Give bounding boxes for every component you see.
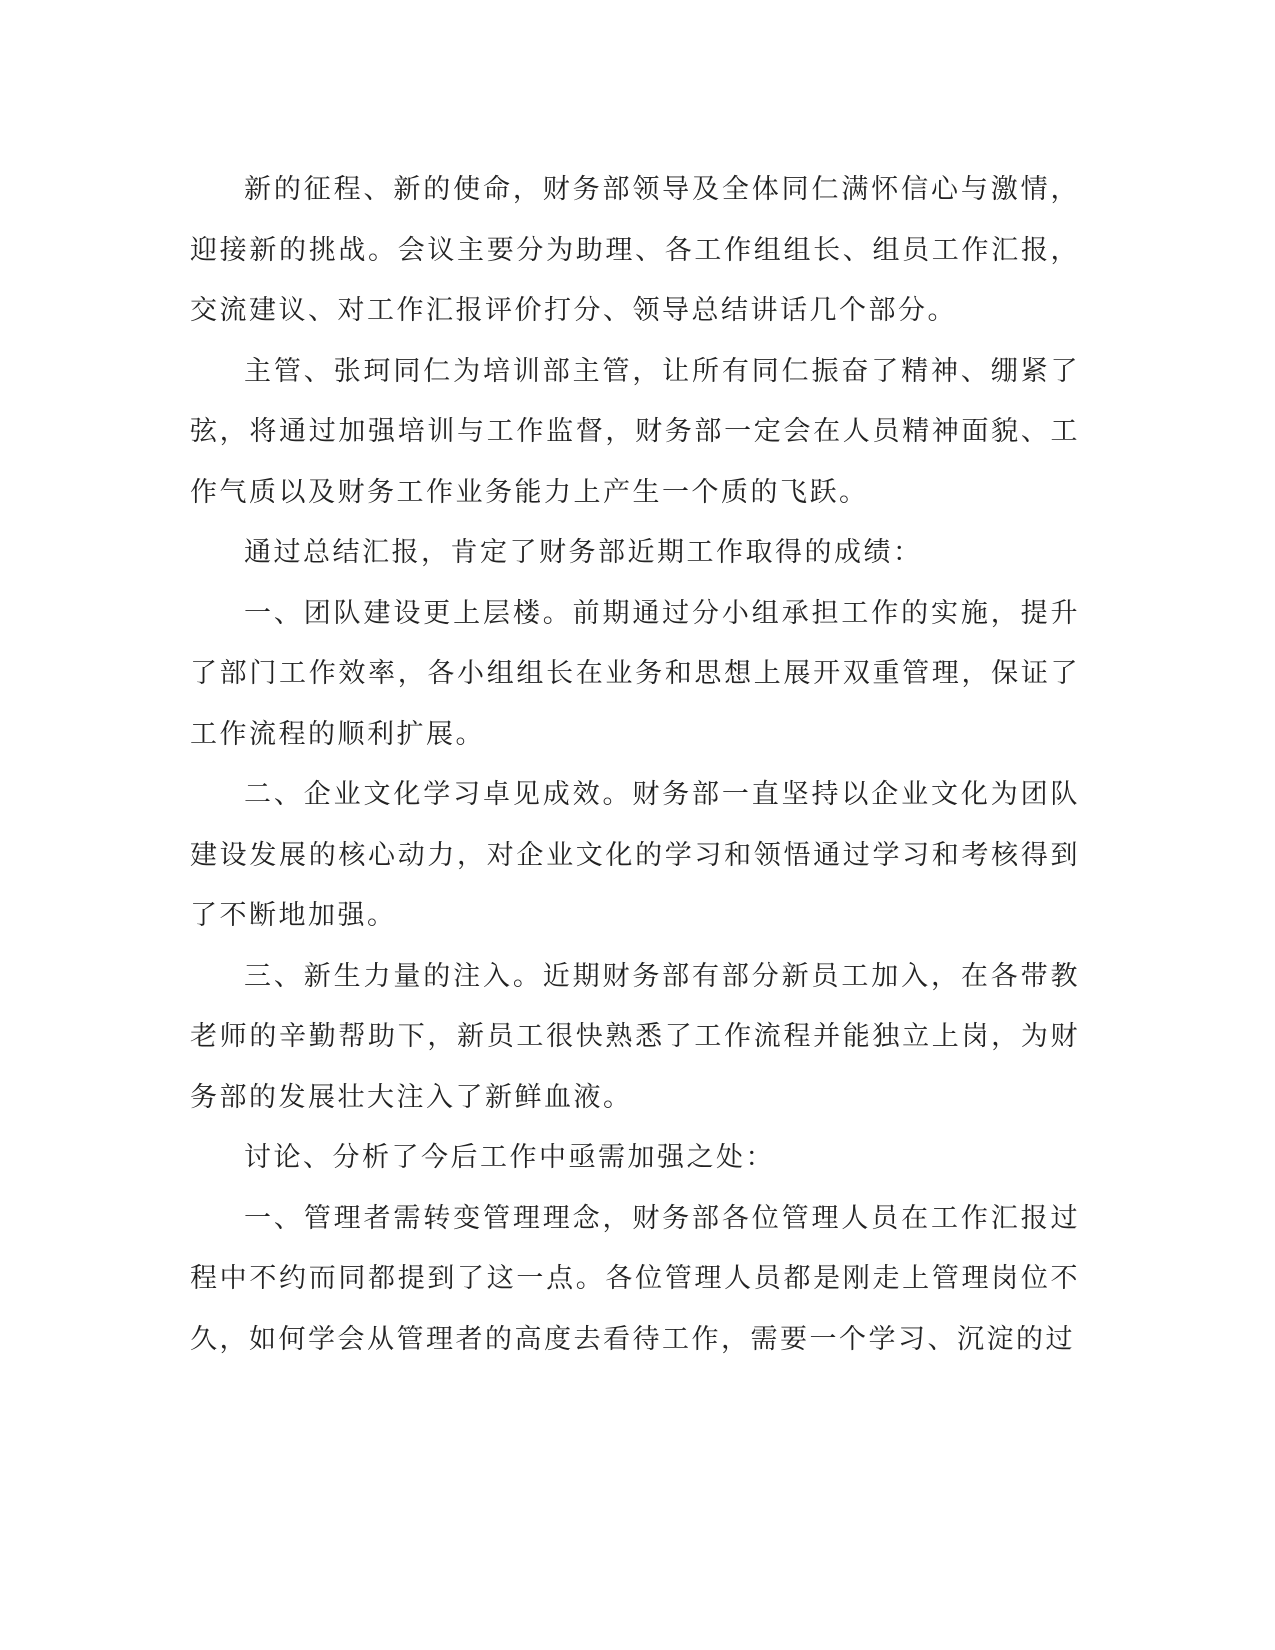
paragraph-intro: 新的征程、新的使命，财务部领导及全体同仁满怀信心与激情，迎接新的挑战。会议主要分为助理、各工作组组长、组员工作汇报，交流建议、对工作汇报评价打分、领导总结讲话几个部分。 <box>190 174 1080 326</box>
paragraph-improvement-management: 一、管理者需转变管理理念，财务部各位管理人员在工作汇报过程中不约而同都提到了这一点。各位管理人员都是刚走上管理岗位不久，如何学会从管理者的高度去看待工作，需要一个学习、沉淀的过 <box>190 1202 1080 1355</box>
document-body <box>190 160 1080 1370</box>
paragraph-achievement-new-staff: 三、新生力量的注入。近期财务部有部分新员工加入，在各带教老师的辛勤帮助下，新员工很快熟悉了工作流程并能独立上岗，为财务部的发展壮大注入了新鲜血液。 <box>190 960 1080 1113</box>
paragraph-training-supervisor: 主管、张珂同仁为培训部主管，让所有同仁振奋了精神、绷紧了弦，将通过加强培训与工作监督，财务部一定会在人员精神面貌、工作气质以及财务工作业务能力上产生一个质的飞跃。 <box>190 355 1080 508</box>
paragraph-achievements-heading: 通过总结汇报，肯定了财务部近期工作取得的成绩： <box>244 537 923 568</box>
paragraph-achievement-team: 一、团队建设更上层楼。前期通过分小组承担工作的实施，提升了部门工作效率，各小组组长在业务和思想上展开双重管理，保证了工作流程的顺利扩展。 <box>190 597 1080 750</box>
paragraph-achievement-culture: 二、企业文化学习卓见成效。财务部一直坚持以企业文化为团队建设发展的核心动力，对企业文化的学习和领悟通过学习和考核得到了不断地加强。 <box>190 779 1080 931</box>
paragraph-improvements-heading: 讨论、分析了今后工作中亟需加强之处： <box>244 1142 775 1173</box>
